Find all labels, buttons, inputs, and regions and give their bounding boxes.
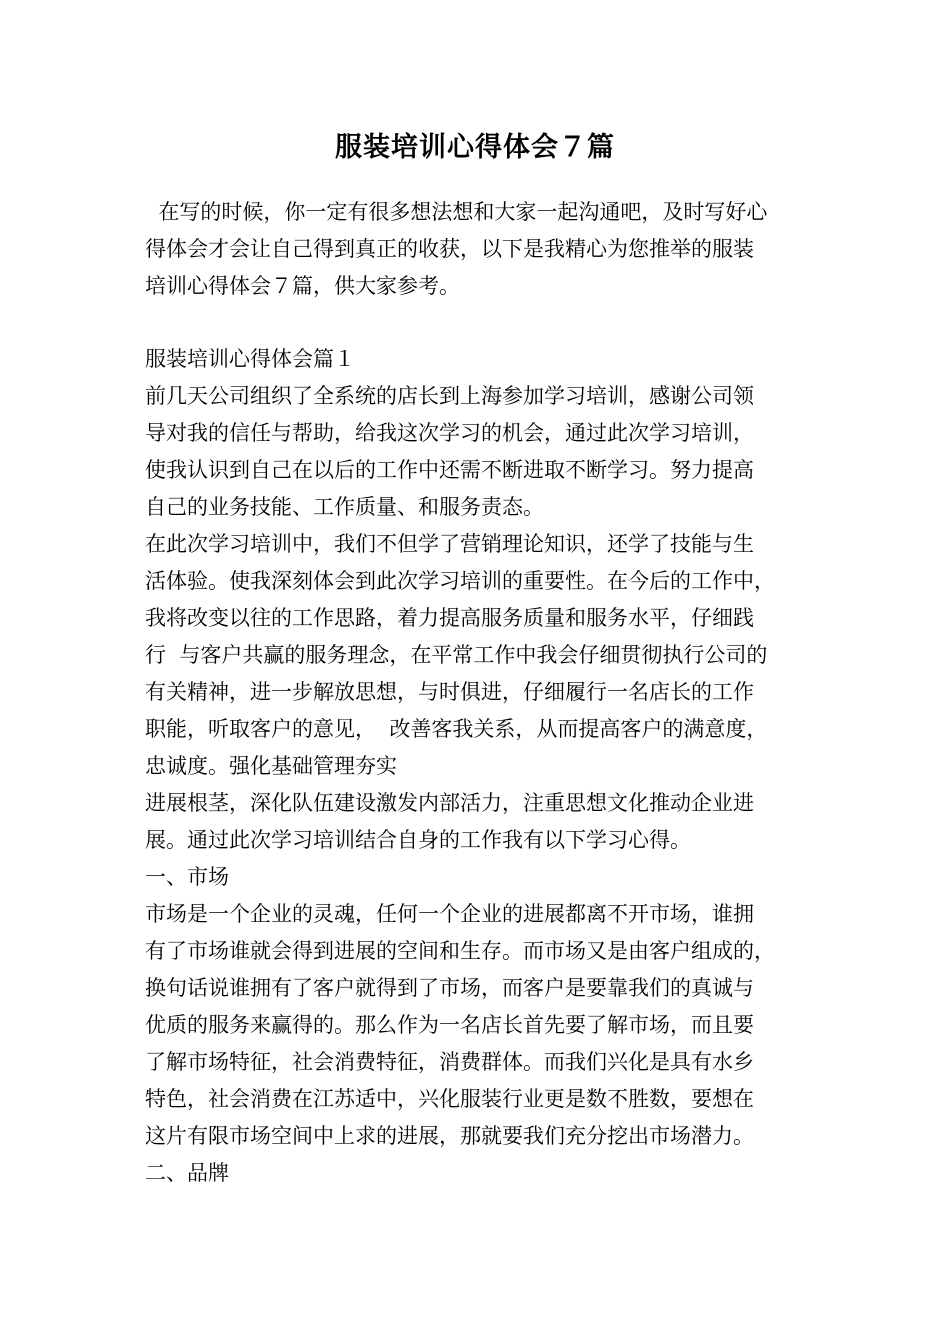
subsection-heading: 一、市场 bbox=[145, 865, 229, 889]
paragraph-line: 进展根茎，深化队伍建设激发内部活力，注重思想文化推动企业进 bbox=[145, 791, 754, 815]
paragraph-line: 优质的服务来赢得的。那么作为一名店长首先要了解市场，而且要 bbox=[145, 1013, 754, 1037]
paragraph-line: 行 与客户共赢的服务理念，在平常工作中我会仔细贯彻执行公司的 bbox=[145, 643, 768, 667]
paragraph-line: 职能，听取客户的意见， 改善客我关系，从而提高客户的满意度， bbox=[145, 717, 768, 741]
paragraph-line: 有关精神，进一步解放思想，与时俱进，仔细履行一名店长的工作 bbox=[145, 680, 754, 704]
paragraph-line: 自己的业务技能、工作质量、和服务责态。 bbox=[145, 495, 544, 519]
paragraph-line: 市场是一个企业的灵魂，任何一个企业的进展都离不开市场，谁拥 bbox=[145, 902, 754, 926]
paragraph-line: 我将改变以往的工作思路，着力提高服务质量和服务水平，仔细践 bbox=[145, 606, 754, 630]
paragraph-line: 了解市场特征，社会消费特征，消费群体。而我们兴化是具有水乡 bbox=[145, 1050, 754, 1074]
paragraph-line: 忠诚度。强化基础管理夯实 bbox=[145, 754, 397, 778]
paragraph-line: 活体验。使我深刻体会到此次学习培训的重要性。在今后的工作中， bbox=[145, 569, 775, 593]
document-title: 服装培训心得体会７篇 bbox=[335, 132, 615, 163]
paragraph-line: 特色，社会消费在江苏适中，兴化服装行业更是数不胜数，要想在 bbox=[145, 1087, 754, 1111]
paragraph-line: 有了市场谁就会得到进展的空间和生存。而市场又是由客户组成的， bbox=[145, 939, 775, 963]
intro-line: 培训心得体会７篇，供大家参考。 bbox=[145, 274, 460, 298]
paragraph-line: 这片有限市场空间中上求的进展，那就要我们充分挖出市场潜力。 bbox=[145, 1124, 754, 1148]
paragraph-line: 换句话说谁拥有了客户就得到了市场，而客户是要靠我们的真诚与 bbox=[145, 976, 754, 1000]
subsection-heading: 二、品牌 bbox=[145, 1161, 229, 1185]
paragraph-line: 导对我的信任与帮助，给我这次学习的机会，通过此次学习培训， bbox=[145, 421, 754, 445]
intro-line: 得体会才会让自己得到真正的收获，以下是我精心为您推举的服装 bbox=[145, 237, 754, 261]
paragraph-line: 使我认识到自己在以后的工作中还需不断进取不断学习。努力提高 bbox=[145, 458, 754, 482]
paragraph-line: 前几天公司组织了全系统的店长到上海参加学习培训，感谢公司领 bbox=[145, 384, 754, 408]
paragraph-line: 在此次学习培训中，我们不但学了营销理论知识，还学了技能与生 bbox=[145, 532, 754, 556]
section-heading: 服装培训心得体会篇１ bbox=[145, 347, 355, 371]
paragraph-line: 展。通过此次学习培训结合自身的工作我有以下学习心得。 bbox=[145, 828, 691, 852]
intro-line: 在写的时候，你一定有很多想法想和大家一起沟通吧，及时写好心 bbox=[145, 200, 768, 224]
